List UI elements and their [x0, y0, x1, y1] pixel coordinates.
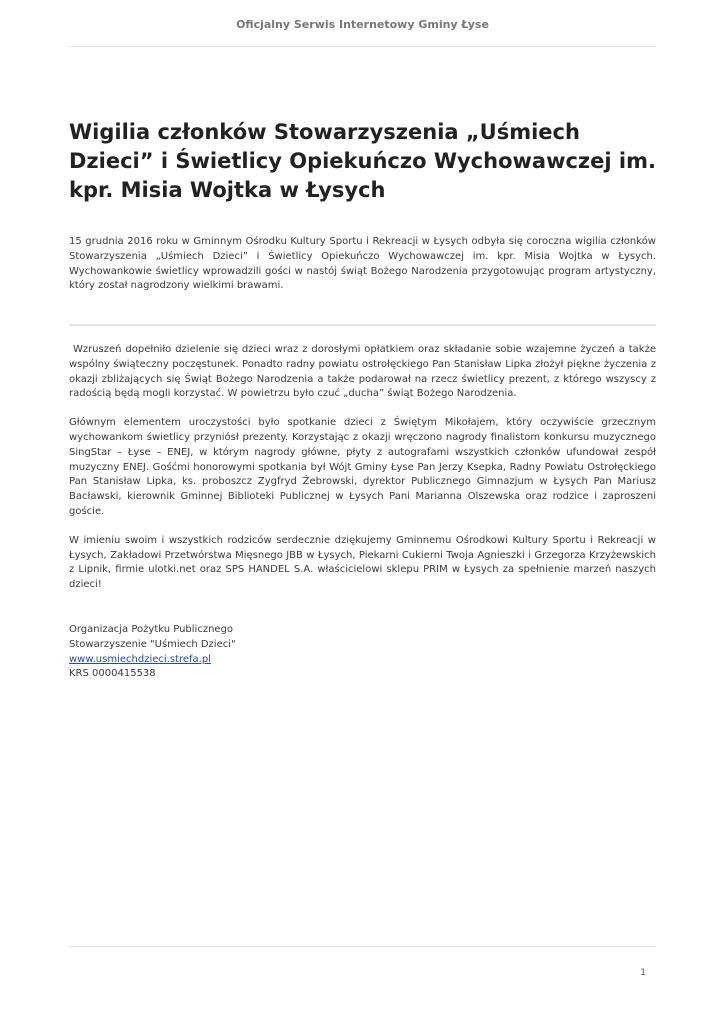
signature-association-line: Stowarzyszenie "Uśmiech Dzieci": [69, 638, 236, 650]
article-body: [69, 343, 660, 607]
article-paragraph: Wzruszeń dopełniło dzielenie się dzieci wraz z dorosłymi opłatkiem oraz składanie sobie wzajemne życzeń a także wspólny świąteczny poczęstunek. Ponadto radny powiatu ostrołęckiego Pan Stanisław Lipka złożył piękne życzenia z okazji zbliżających się Świąt Bożego Narodzenia a także podarował na rzecz świetlicy prezent, z którego wszyscy z radością będą mogli korzystać. W powietrzu było czuć „ducha” świąt Bożego Narodzenia.: [69, 344, 660, 400]
krs-number: KRS 0000415538: [69, 668, 156, 680]
signature-block: [69, 623, 469, 682]
site-title: Oficjalny Serwis Internetowy Gminy Łyse: [236, 18, 489, 31]
footer-divider: [69, 946, 656, 947]
article-title: Wigilia członków Stowarzyszenia „Uśmiech Dzieci” i Świetlicy Opiekuńczo Wychowawczej im. kpr. Misia Wojtka w Łysych: [69, 120, 656, 202]
article-paragraph: Głównym elementem uroczystości było spotkanie dzieci z Świętym Mikołajem, który oczywiście grzecznym wychowankom świetlicy przyniósł prezenty. Korzystając z okazji wręczono nagrody finalistom konkursu muzycznego SingStar – Łyse – ENEJ, w którym nagrody główne, płyty z autografami wszystkich członków ufundował zespół muzyczny ENEJ. Gośćmi honorowymi spotkania był Wójt Gminy Łyse Pan Jerzy Ksepka, Radny Powiatu Ostrołęckiego Pan Stanisław Lipka, ks. proboszcz Zygfryd Żebrowski, dyrektor Publicznego Gimnazjum w Łysych Pan Mariusz Bacławski, kierownik Gminnej Biblioteki Publicznej w Łysych Pani Marianna Olszewska oraz rodzice i zaproszeni goście.: [69, 417, 656, 517]
article-lead: 15 grudnia 2016 roku w Gminnym Ośrodku Kultury Sportu i Rekreacji w Łysych odbyła się coroczna wigilia członków Stowarzyszenia „Uśmiech Dzieci” i Świetlicy Opiekuńczo Wychowawczej im. kpr. Misia Wojtka w Łysych. Wychowankowie świetlicy wprowadzili gości w nastój świąt Bożego Narodzenia przygotowując program artystyczny, który został nagrodzony wielkimi brawami.: [69, 236, 656, 292]
page-number: 1: [640, 968, 646, 978]
signature-org-line: Organizacja Pożytku Publicznego: [69, 624, 234, 635]
lead-divider: [69, 324, 656, 326]
article-paragraph: W imieniu swoim i wszystkich rodziców serdecznie dziękujemy Gminnemu Ośrodkowi Kultury Sportu i Rekreacji w Łysych, Zakładowi Przetwórstwa Mięsnego JBB w Łysych, Piekarni Cukierni Twoja Agnieszki i Grzegorza Krzyżewskich z Lipnik, firmie ulotki.net oraz SPS HANDEL S.A. właścicielowi sklepu PRIM w Łysych za spełnienie marzeń naszych dzieci!: [69, 534, 656, 591]
header-divider: [69, 46, 656, 47]
website-link[interactable]: www.usmiechdzieci.strefa.pl: [69, 653, 211, 665]
